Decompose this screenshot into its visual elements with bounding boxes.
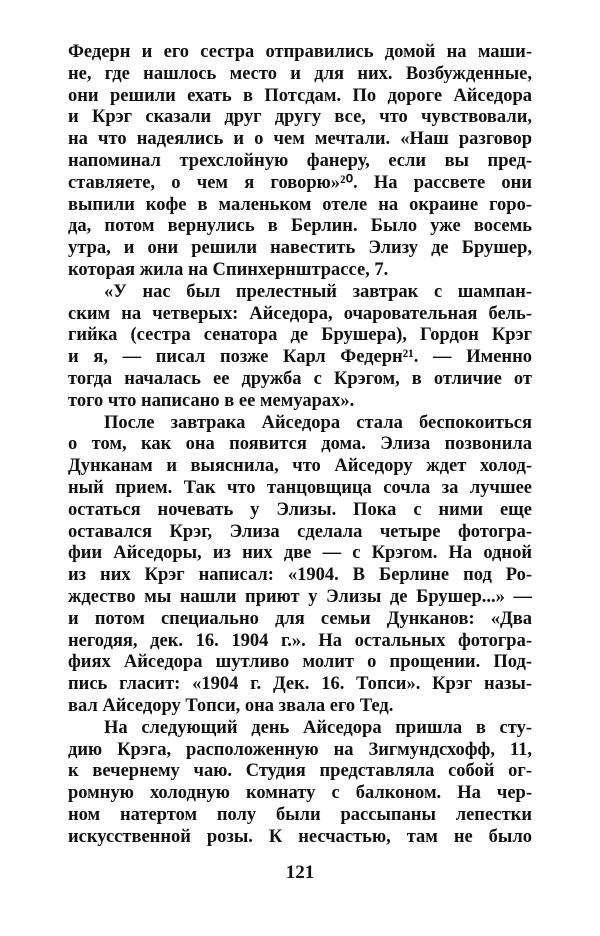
text-line: фии Айседоры, из них две — с Крэгом. На одной [68, 543, 532, 564]
paragraph [68, 718, 532, 849]
text-line: ставляете, о чем я говорю»²⁰. На рассвете они [68, 172, 532, 193]
paragraph [68, 282, 532, 413]
text-line: из них Крэг написал: «1904. В Берлине под Ро- [68, 565, 532, 586]
text-line: оставался Крэг, Элиза сделала четыре фотогра- [68, 521, 532, 542]
text-line: ромную холодную комнату с балконом. На чер- [68, 783, 532, 804]
text-line: ским на четверых: Айседора, очаровательная бель- [68, 303, 532, 324]
text-line: того что написано в ее мемуарах». [68, 390, 355, 411]
text-line: вал Айседору Топси, она звала его Тед. [68, 695, 394, 716]
text-line: и потом специально для семьи Дунканов: «Два [68, 608, 532, 629]
text-line: дию Крэга, расположенную на Зигмундсхофф, 11, [68, 739, 532, 760]
text-line: фиях Айседора шутливо молит о прощении. Под- [68, 652, 532, 673]
text-line: утра, и они решили навестить Элизу де Брушер, [68, 238, 532, 259]
text-line: ном натертом полу были рассыпаны лепестки [68, 804, 532, 825]
text-line: они решили ехать в Потсдам. По дороге Айседора [68, 85, 532, 106]
text-line: Федерн и его сестра отправились домой на маши- [68, 42, 532, 62]
paragraph [68, 413, 532, 718]
text-line: ждество мы нашли приют у Элизы де Брушер...» — [68, 586, 532, 607]
text-line: тогда началась ее дружба с Крэгом, в отличие от [68, 368, 532, 389]
text-line: искусственной розы. К несчастью, там не было [68, 826, 532, 847]
text-line: да, потом вернулись в Берлин. Было уже восемь [68, 216, 532, 237]
text-line: к вечернему чаю. Студия представляла собой ог- [68, 761, 532, 782]
text-line: негодяя, дек. 16. 1904 г.». На остальных фотогра- [68, 630, 532, 651]
book-page-text [68, 42, 532, 848]
text-line: напоминал трехслойную фанеру, если вы пред- [68, 150, 532, 171]
text-line: на что надеялись и о чем мечтали. «Наш разговор [68, 129, 532, 150]
text-line: «У нас был прелестный завтрак с шампан- [104, 281, 532, 302]
text-line: о том, как она появится дома. Элиза позвонила [68, 434, 532, 455]
text-line: На следующий день Айседора пришла в сту- [104, 717, 532, 738]
text-line: выпили кофе в маленьком отеле на окраине горо- [68, 194, 532, 215]
text-line: После завтрака Айседора стала беспокоиться [104, 412, 532, 433]
text-line: и я, — писал позже Карл Федерн²¹. — Именно [68, 347, 532, 368]
text-line: ный прием. Так что танцовщица сочла за лучшее [68, 477, 532, 498]
text-line: и Крэг сказали друг другу все, что чувствовали, [68, 107, 532, 128]
text-line: остаться ночевать у Элизы. Пока с ними еще [68, 499, 532, 520]
text-line: гийка (сестра сенатора де Брушера), Гордон Крэг [68, 325, 532, 346]
paragraph [68, 42, 532, 282]
text-line: которая жила на Спинхернштрассе, 7. [68, 259, 389, 280]
text-line: не, где нашлось место и для них. Возбужденные, [68, 63, 532, 84]
text-line: Дунканам и выяснила, что Айседору ждет холод- [68, 456, 532, 477]
page-number: 121 [285, 862, 315, 883]
text-line: пись гласит: «1904 г. Дек. 16. Топси». Крэг назы- [68, 674, 532, 695]
